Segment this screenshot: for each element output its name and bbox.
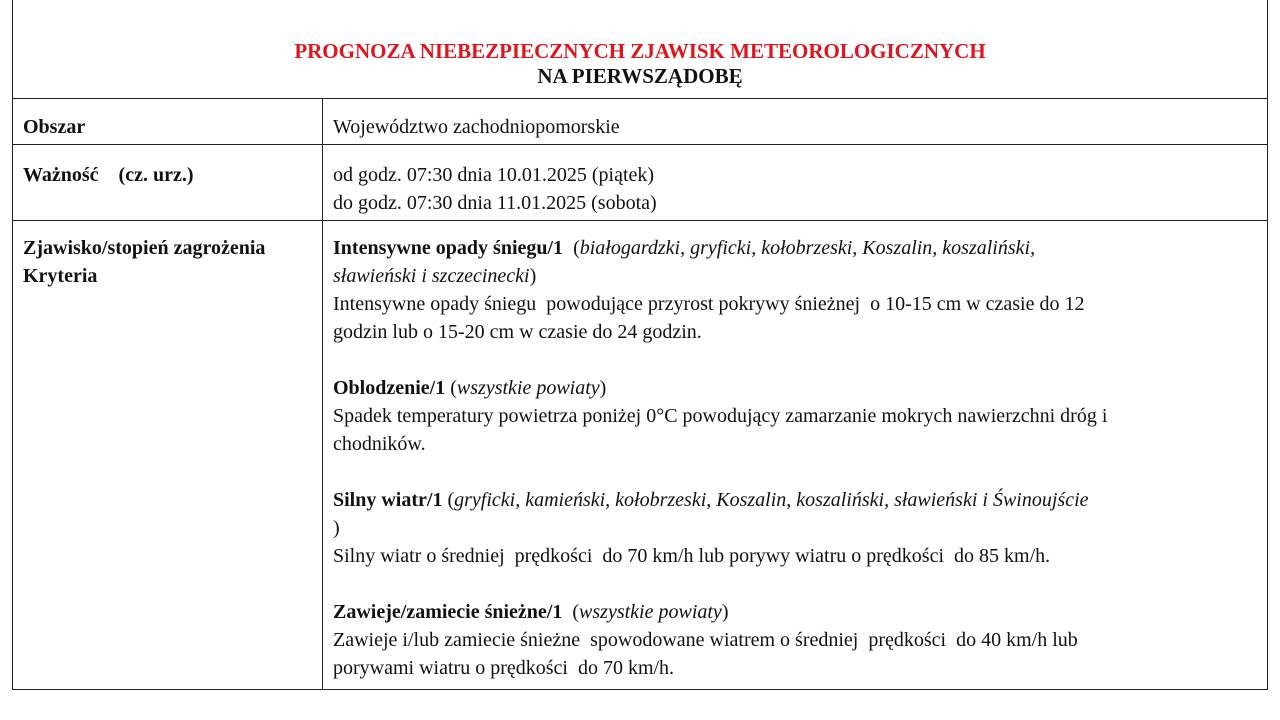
phenomenon-description-cont: porywami wiatru o prędkości do 70 km/h.: [333, 657, 675, 679]
phenomenon-areas: gryficki, kamieński, kołobrzeski, Koszalin, koszaliński, sławieński i Świnoujście: [454, 489, 1089, 511]
phenomenon-title: Intensywne opady śniegu/1: [333, 237, 564, 259]
phenomenon-title: Zawieje/zamiecie śnieżne/1: [333, 601, 563, 623]
paren-close: ): [599, 377, 607, 399]
document-header: [12, 0, 1268, 98]
phenomenon-description: Zawieje i/lub zamiecie śnieżne spowodowane wiatrem o średniej prędkości do 40 km/h lub: [333, 629, 1078, 651]
waznosc-value: [323, 145, 1268, 221]
paren-open: (: [562, 601, 580, 623]
phenomenon-areas: białogardzki, gryficki, kołobrzeski, Koszalin, koszaliński,: [579, 237, 1036, 259]
zjawisko-label-line1: Zjawisko/stopień zagrożenia: [23, 237, 266, 259]
phenomenon-strong-wind: [333, 486, 1257, 570]
obszar-value: Województwo zachodniopomorskie: [323, 99, 1268, 145]
document-subtitle: NA PIERWSZĄDOBĘ: [537, 64, 743, 88]
phenomenon-title: Oblodzenie/1: [333, 377, 446, 399]
valid-to: do godz. 07:30 dnia 11.01.2025 (sobota): [333, 192, 657, 214]
obszar-label: Obszar: [13, 99, 323, 145]
document-title: PROGNOZA NIEBEZPIECZNYCH ZJAWISK METEOROLOGICZNYCH: [294, 39, 986, 63]
phenomenon-description: Intensywne opady śniegu powodujące przyrost pokrywy śnieżnej o 10-15 cm w czasie do 12: [333, 293, 1085, 315]
zjawisko-value: [323, 221, 1268, 690]
phenomenon-description-cont: godzin lub o 15-20 cm w czasie do 24 godzin.: [333, 321, 702, 343]
phenomenon-blizzard: [333, 598, 1257, 682]
phenomenon-areas-cont: sławieński i szczecinecki: [333, 265, 530, 287]
table-row-zjawisko: [13, 221, 1268, 690]
phenomenon-areas: wszystkie powiaty: [579, 601, 722, 623]
waznosc-label: [13, 145, 323, 221]
paren-close: ): [721, 601, 729, 623]
paren-close: ): [333, 517, 340, 539]
phenomenon-snowfall: [333, 234, 1257, 346]
phenomenon-description-cont: chodników.: [333, 433, 426, 455]
phenomenon-icing: [333, 374, 1257, 458]
valid-from: od godz. 07:30 dnia 10.01.2025 (piątek): [333, 164, 655, 186]
zjawisko-label: [13, 221, 323, 690]
forecast-table: [12, 98, 1268, 690]
zjawisko-label-line2: Kryteria: [23, 265, 98, 287]
paren-open: (: [563, 237, 580, 259]
phenomenon-description: Spadek temperatury powietrza poniżej 0°C powodujący zamarzanie mokrych nawierzchni dróg i: [333, 405, 1108, 427]
phenomenon-areas: wszystkie powiaty: [456, 377, 600, 399]
paren-close: ): [529, 265, 537, 287]
paren-open: (: [445, 377, 457, 399]
table-row-waznosc: [13, 145, 1268, 221]
waznosc-label-text: Ważność (cz. urz.): [23, 164, 194, 186]
warning-document: [12, 0, 1268, 690]
paren-open: (: [442, 489, 455, 511]
phenomenon-description: Silny wiatr o średniej prędkości do 70 km/h lub porywy wiatru o prędkości do 85 km/h.: [333, 545, 1051, 567]
phenomenon-title: Silny wiatr/1: [333, 489, 443, 511]
table-row-obszar: [13, 99, 1268, 145]
